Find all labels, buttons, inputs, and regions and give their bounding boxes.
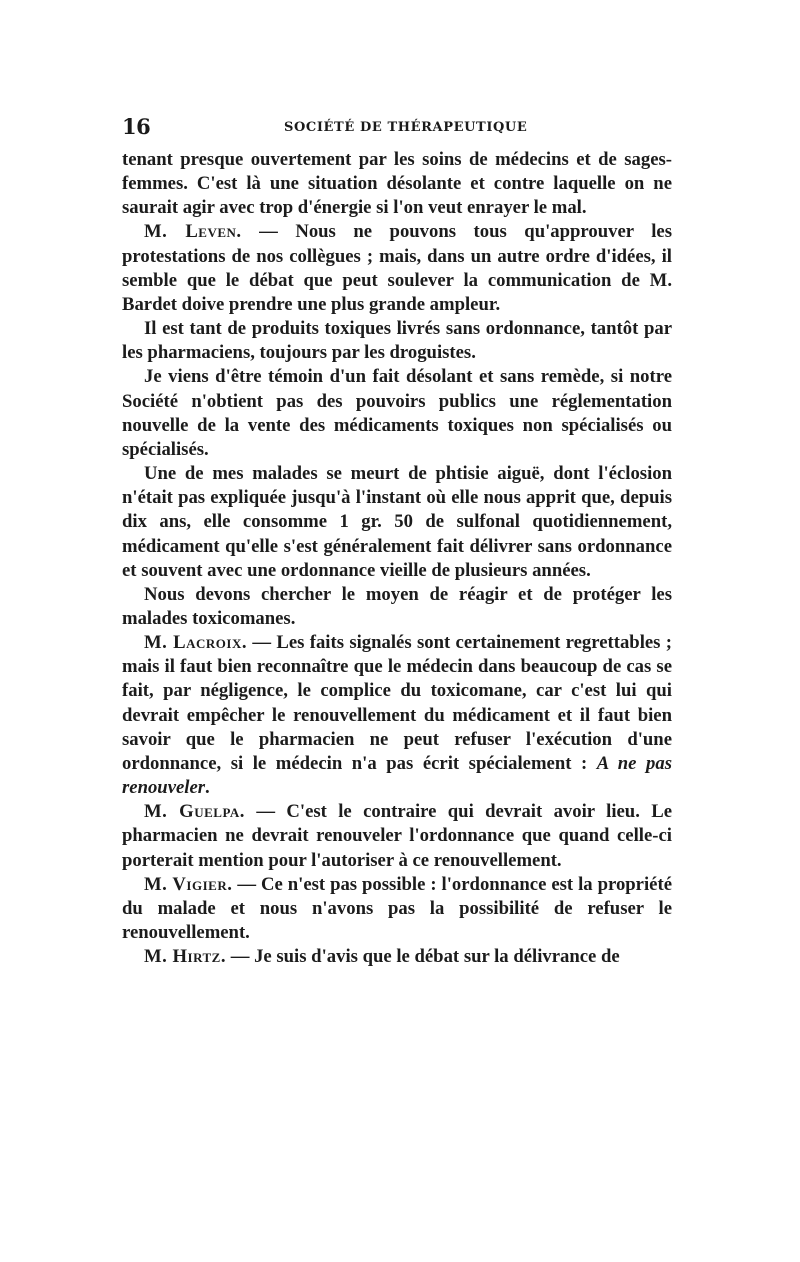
speaker-name: M. Guelpa. — [144, 801, 245, 823]
speaker-name: M. Lacroix. — [144, 632, 248, 654]
paragraph-text-end: . — [205, 777, 210, 799]
paragraph-text: — Les faits signalés sont certainement regrettables ; mais il faut bien reconnaître que le médecin dans beaucoup de cas se fait, par négligence, le complice du toxicomane, car c'est lui qui devrait empêcher le renouvellement du médicament et il faut bien savoir que le pharmacien ne peut refuser l'exécution d'une ordonnance, si le médecin n'a pas écrit spécialement : — [122, 632, 673, 774]
paragraph — [122, 462, 672, 583]
speaker-name: M. Hirtz. — [144, 946, 227, 968]
paragraph-text: — C'est le contraire qui devrait avoir lieu. Le pharmacien ne devrait renouveler l'ordonnance que quand celle-ci porterait mention pour l'autoriser à ce renouvellement. — [122, 801, 672, 871]
page-number: 16 — [122, 114, 151, 139]
paragraph — [122, 365, 672, 462]
running-title: SOCIÉTÉ DE THÉRAPEUTIQUE — [284, 120, 528, 135]
emphasized-text: A ne pas renouveler — [122, 752, 672, 799]
paragraph — [122, 317, 672, 365]
paragraph-text: — Nous ne pouvons tous qu'approuver les protestations de nos collègues ; mais, dans un autre ordre d'idées, il semble que le débat que peut soulever la communication de M. Bardet doive prendre une plus grande ampleur. — [122, 221, 672, 315]
paragraph-text: — Ce n'est pas possible : l'ordonnance est la propriété du malade et nous n'avons pas la possibilité de refuser le renouvellement. — [122, 873, 672, 943]
page-header — [122, 114, 670, 142]
paragraph — [122, 148, 672, 220]
paragraph-text: tenant presque ouvertement par les soins de médecins et de sages-femmes. C'est là une situation désolante et contre laquelle on ne saurait agir avec trop d'énergie si l'on veut enrayer le mal. — [122, 149, 672, 219]
paragraph — [122, 945, 672, 969]
paragraph — [122, 583, 672, 631]
body-text — [122, 148, 672, 969]
paragraph-text: — Je suis d'avis que le débat sur la délivrance de — [226, 946, 620, 968]
speaker-name: M. Leven. — [144, 221, 242, 243]
paragraph-text: Nous devons chercher le moyen de réagir et de protéger les malades toxicomanes. — [122, 583, 672, 629]
paragraph-text: Il est tant de produits toxiques livrés sans ordonnance, tantôt par les pharmaciens, toujours par les droguistes. — [122, 318, 672, 364]
paragraph-text: Une de mes malades se meurt de phtisie aiguë, dont l'éclosion n'était pas expliquée jusqu'à l'instant où elle nous apprit que, depuis dix ans, elle consomme 1 gr. 50 de sulfonal quotidiennement, médicament qu'elle s'est généralement fait délivrer sans ordonnance et souvent avec une ordonnance vieille de plusieurs années. — [122, 463, 672, 581]
paragraph — [122, 631, 672, 800]
speaker-name: M. Vigier. — [144, 873, 233, 895]
paragraph — [122, 873, 672, 945]
paragraph — [122, 800, 672, 872]
paragraph-text: Je viens d'être témoin d'un fait désolant et sans remède, si notre Société n'obtient pas des pouvoirs publics une réglementation nouvelle de la vente des médicaments toxiques non spécialisés ou spécialisés. — [122, 366, 672, 460]
paragraph — [122, 220, 672, 317]
